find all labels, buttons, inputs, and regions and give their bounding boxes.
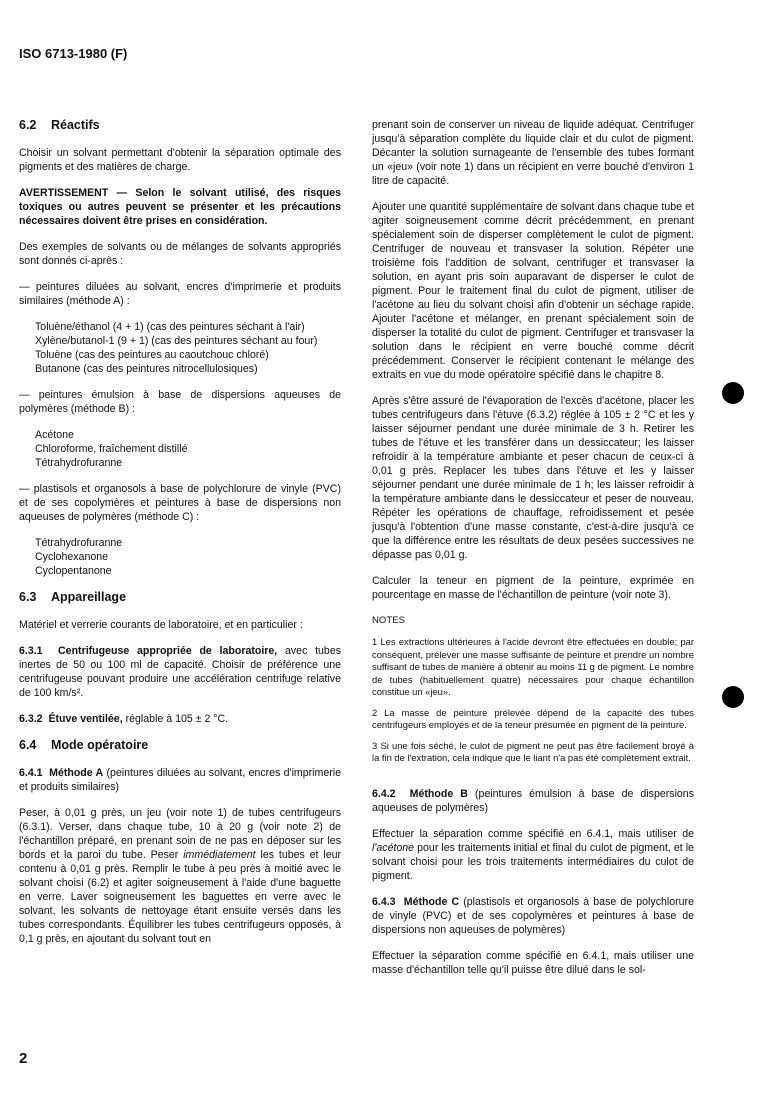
clause-6-3-1: 6.3.1 Centrifugeuse appropriée de laboratoire, avec tubes inertes de 50 ou 100 ml de capacité. Choisir de préférence une centrifugeuse pouvant produire une accélération centrifuge relative de 100 km/s². (19, 645, 342, 699)
warning-paragraph: AVERTISSEMENT — Selon le solvant utilisé, des risques toxiques ou autres peuvent se présenter et les précautions nécessaires doivent être prises en considération. (19, 187, 341, 227)
paragraph: prenant soin de conserver un niveau de liquide adéquat. Centrifuger jusqu'à séparation complète du liquide clair et du culot de pigment. Décanter la solution surnageante de l'ensemble des tubes formant un «jeu» (voir note 1) dans un récipient en verre bouché d'environ 1 litre de capacité. (372, 119, 694, 187)
paragraph: Effectuer la séparation comme spécifié en 6.4.1, mais utiliser de l'acétone pour les traitements initial et final du culot de pigment, et le solvant choisi pour les trois traitements intermédiaires du culot de pigment. (372, 827, 694, 882)
paragraph: Peser, à 0,01 g près, un jeu (voir note 1) de tubes centrifugeurs (6.3.1). Verser, dans chaque tube, 10 à 20 g (voir note 2) de l'échantillon préparé, en prenant soin de ne pas en déposer sur les bords et la paroi du tube. Peser immédiatement les tubes et leur contenu à 0,01 g près. Remplir le tube à peu près à moitié avec le solvant choisi (6.2) et agiter soigneusement à l'aide d'une baguette en verre. Laver soigneusement les baguettes en verre avec le solvant, les solvants de nettoyage étant ensuite versés dans les tubes correspondants. Équilibrer les tubes centrifugeurs opposés, à 0,1 g près, en ajoutant du solvant tout en (19, 807, 342, 945)
list-item: Cyclopentanone (35, 565, 112, 577)
list-item: Tétrahydrofuranne (35, 537, 123, 549)
clause-6-4-1: 6.4.1 Méthode A (peintures diluées au solvant, encres d'imprimerie et produits similaires) (19, 767, 342, 793)
paragraph: Choisir un solvant permettant d'obtenir la séparation optimale des pigments et des matières de charge. (19, 147, 341, 173)
punch-hole-icon (722, 382, 744, 404)
solvent-list-b (35, 428, 341, 470)
solvent-list-a (35, 320, 341, 376)
solvent-group-b: — peintures émulsion à base de dispersions aqueuses de polymères (méthode B) : (19, 389, 341, 415)
clause-6-4-3: 6.4.3 Méthode C (plastisols et organosols à base de polychlorure de vinyle (PVC) et de ses copolymères et peintures à base de dispersions non aqueuses de polymères) (372, 895, 694, 936)
list-item: Acétone (35, 429, 74, 441)
section-6-2-heading: 6.2 Réactifs (19, 118, 100, 132)
paragraph: Des exemples de solvants ou de mélanges de solvants appropriés sont donnés ci-après : (19, 241, 341, 267)
paragraph: Effectuer la séparation comme spécifié en 6.4.1, mais utiliser une masse d'échantillon telle qu'il puisse être dilué dans le sol- (372, 949, 694, 976)
paragraph: Matériel et verrerie courants de laboratoire, et en particulier : (19, 619, 303, 631)
note-3: 3 Si une fois séché, le culot de pigment ne peut pas être facilement broyé à la fin de l'extration, cela indique que le liant n'a pas été complètement extrait. (372, 739, 694, 763)
clause-6-3-2: 6.3.2 Étuve ventilée, réglable à 105 ± 2 °C. (19, 713, 229, 725)
page-number: 2 (19, 1050, 28, 1067)
paragraph: Après s'être assuré de l'évaporation de l'excès d'acétone, placer les tubes centrifugeurs dans l'étuve (6.3.2) réglée à 105 ± 2 °C et les y laisser séjourner pendant une durée minimale de 3 h. Retirer les tubes de l'étuve et les transférer dans un dessiccateur; les laisser refroidir à la température ambiante et peser chacun de ceux-ci à 0,01 g près. Replacer les tubes dans l'étuve et les y laisser séjourner pendant une durée minimale de 1 h; les laisser refroidir à la température ambiante dans le dessiccateur et peser de nouveau. Répéter les opérations de chauffage, refroidissement et pesée jusqu'à l'obtention d'une masse constante, c'est-à-dire jusqu'à ce que la différence entre les résultats de deux pesées successives ne dépasse pas 0,01 g. (372, 395, 694, 561)
list-item: Cyclohexanone (35, 551, 109, 563)
list-item: Toluène (cas des peintures au caoutchouc chloré) (35, 349, 269, 361)
section-6-4-heading: 6.4 Mode opératoire (19, 738, 149, 752)
note-1: 1 Les extractions ultérieures à l'acide devront être effectuées en double; par conséquent, prélever une masse suffisante de peinture et prendre un nombre suffisant de tubes de manière à obtenir au moins 11 g de pigment. Le nombre de tubes (habituellement quatre) nécessaires pour chaque échantillon constitue un «jeu». (372, 636, 694, 697)
punch-hole-icon (722, 686, 744, 708)
paragraph: Ajouter une quantité supplémentaire de solvant dans chaque tube et agiter soigneusement comme décrit précédemment, en prenant spécialement soin de disperser complètement le culot de pigment. Centrifuger de nouveau et transvaser la solution. Répéter une troisième fois l'addition de solvant, centrifuger et transvaser la solution, en ayant pris soin auparavant de disperser le culot de pigment. Pour le traitement final du culot de pigment, utiliser de l'acétone au lieu du solvant choisi afin d'obtenir un séchage rapide. Ajouter l'acétone et mélanger, en prenant spécialement soin de disperser la totalité du culot de pigment. Centrifuger et transvaser la solution dans le récipient en verre bouché comme décrit précédemment. Conserver le récipient contenant le mélange des extraits en vue du mode opératoire spécifié dans le chapitre 8. (372, 201, 694, 381)
notes-title: NOTES (372, 615, 406, 626)
solvent-group-a: — peintures diluées au solvant, encres d'imprimerie et produits similaires (méthode A) : (19, 281, 341, 307)
list-item: Chloroforme, fraîchement distillé (35, 443, 188, 455)
paragraph: Calculer la teneur en pigment de la peinture, exprimée en pourcentage en masse de l'échantillon de peinture (voir note 3). (372, 575, 694, 601)
solvent-list-c (35, 536, 341, 578)
left-column (19, 118, 341, 958)
right-column (372, 118, 694, 989)
list-item: Xylène/butanol-1 (9 + 1) (cas des peintures séchant au four) (35, 335, 318, 347)
list-item: Butanone (cas des peintures nitrocellulosiques) (35, 363, 258, 375)
list-item: Tétrahydrofuranne (35, 457, 123, 469)
document-header: ISO 6713-1980 (F) (19, 46, 128, 61)
note-2: 2 La masse de peinture prélevée dépend de la capacité des tubes centrifugeurs employés et de la teneur présumée en pigment de la peinture. (372, 706, 694, 730)
solvent-group-c: — plastisols et organosols à base de polychlorure de vinyle (PVC) et de ses copolymères et peintures à base de dispersions non aqueuses de polymères (méthode C) : (19, 483, 341, 523)
clause-6-4-2: 6.4.2 Méthode B (peintures émulsion à base de dispersions aqueuses de polymères) (372, 787, 694, 814)
section-6-3-heading: 6.3 Appareillage (19, 590, 127, 604)
list-item: Toluène/éthanol (4 + 1) (cas des peintures séchant à l'air) (35, 321, 305, 333)
